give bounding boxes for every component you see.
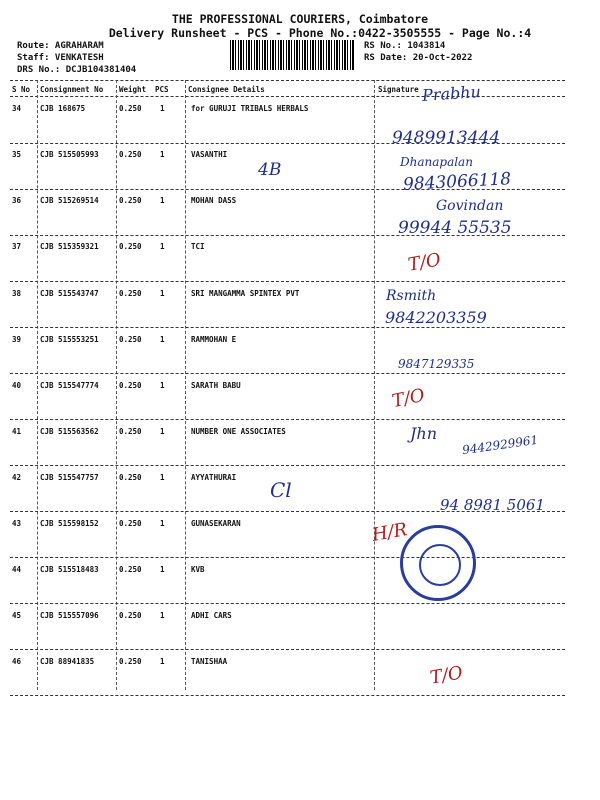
- row-sno: 39: [12, 335, 22, 344]
- row-pcs: 1: [160, 657, 165, 666]
- drs-label: DRS No.: DCJB104381404: [17, 65, 137, 75]
- row-consignee: for GURUJI TRIBALS HERBALS: [191, 104, 309, 113]
- handwritten-signature: Govindan: [436, 198, 504, 214]
- row-consignee: SRI MANGAMMA SPINTEX PVT: [191, 289, 300, 298]
- row-sno: 35: [12, 150, 22, 159]
- handwritten-signature: Dhanapalan: [400, 155, 473, 169]
- handwritten-signature: Rsmith: [386, 288, 437, 304]
- row-divider: [10, 373, 565, 374]
- table-row: [0, 565, 600, 611]
- row-pcs: 1: [160, 473, 165, 482]
- row-weight: 0.250: [119, 565, 142, 574]
- row-consignment: CJB 515547774: [40, 381, 99, 390]
- handwritten-phone: 9842203359: [385, 308, 487, 327]
- row-sno: 42: [12, 473, 22, 482]
- divider: [10, 80, 565, 81]
- col-pcs: PCS: [155, 85, 169, 94]
- row-consignment: CJB 515553251: [40, 335, 99, 344]
- handwritten-note: H/R: [370, 519, 409, 546]
- row-sno: 41: [12, 427, 22, 436]
- handwritten-note: 4B: [258, 160, 282, 180]
- row-consignment: CJB 515563562: [40, 427, 99, 436]
- rs-number: RS No.: 1043814: [364, 41, 446, 51]
- row-divider: [10, 649, 565, 650]
- row-sno: 40: [12, 381, 22, 390]
- row-consignee: AYYATHURAI: [191, 473, 237, 482]
- row-consignment: CJB 515598152: [40, 519, 99, 528]
- staff-label: Staff: VENKATESH: [17, 53, 104, 63]
- row-pcs: 1: [160, 150, 165, 159]
- row-sno: 46: [12, 657, 22, 666]
- row-divider: [10, 695, 565, 696]
- row-weight: 0.250: [119, 519, 142, 528]
- handwritten-signature: Jhn: [410, 424, 438, 443]
- runsheet-subtitle: Delivery Runsheet - PCS - Phone No.:0422-3505555 - Page No.:4: [108, 26, 532, 40]
- row-consignee: VASANTHI: [191, 150, 228, 159]
- divider: [10, 96, 565, 97]
- row-consignee: SARATH BABU: [191, 381, 241, 390]
- bank-seal-inner: [419, 544, 461, 586]
- handwritten-phone: 9847129335: [398, 357, 475, 371]
- row-consignee: TCI: [191, 242, 205, 251]
- table-row: [0, 289, 600, 335]
- row-pcs: 1: [160, 519, 165, 528]
- handwritten-note: T/O: [390, 384, 427, 413]
- row-pcs: 1: [160, 196, 165, 205]
- row-weight: 0.250: [119, 196, 142, 205]
- handwritten-phone: 9442929961: [461, 432, 539, 458]
- row-sno: 43: [12, 519, 22, 528]
- row-consignment: CJB 515547757: [40, 473, 99, 482]
- handwritten-note: T/O: [428, 662, 465, 689]
- row-consignment: CJB 88941835: [40, 657, 95, 666]
- row-weight: 0.250: [119, 381, 142, 390]
- row-pcs: 1: [160, 242, 165, 251]
- row-weight: 0.250: [119, 611, 142, 620]
- row-divider: [10, 465, 565, 466]
- row-weight: 0.250: [119, 150, 142, 159]
- handwritten-phone: 9843066118: [402, 169, 512, 195]
- row-consignment: CJB 515543747: [40, 289, 99, 298]
- row-sno: 34: [12, 104, 22, 113]
- row-sno: 44: [12, 565, 22, 574]
- bank-seal: [400, 525, 476, 601]
- runsheet-title: THE PROFESSIONAL COURIERS, Coimbatore: [171, 12, 429, 26]
- row-weight: 0.250: [119, 242, 142, 251]
- row-consignee: KVB: [191, 565, 205, 574]
- row-divider: [10, 327, 565, 328]
- table-row: [0, 381, 600, 427]
- row-divider: [10, 557, 565, 558]
- row-consignee: RAMMOHAN E: [191, 335, 237, 344]
- row-consignment: CJB 515359321: [40, 242, 99, 251]
- row-consignment: CJB 515557096: [40, 611, 99, 620]
- row-consignment: CJB 515518483: [40, 565, 99, 574]
- row-divider: [10, 281, 565, 282]
- row-consignment: CJB 515505993: [40, 150, 99, 159]
- row-consignee: NUMBER ONE ASSOCIATES: [191, 427, 286, 436]
- row-consignment: CJB 168675: [40, 104, 86, 113]
- col-signature: Signature: [378, 85, 419, 94]
- col-consignee: Consignee Details: [188, 85, 265, 94]
- row-weight: 0.250: [119, 335, 142, 344]
- handwritten-phone: 9489913444: [392, 128, 501, 148]
- col-consignment: Consignment No: [40, 85, 104, 94]
- handwritten-note: T/O: [406, 249, 443, 276]
- row-weight: 0.250: [119, 657, 142, 666]
- handwritten-phone: 99944 55535: [398, 218, 512, 238]
- row-pcs: 1: [160, 381, 165, 390]
- meta-right: [364, 40, 472, 64]
- meta-left: [17, 40, 136, 76]
- table-row: [0, 519, 600, 565]
- row-pcs: 1: [160, 565, 165, 574]
- row-consignee: MOHAN DASS: [191, 196, 237, 205]
- rs-date: RS Date: 20-Oct-2022: [364, 53, 473, 63]
- row-consignee: ADHI CARS: [191, 611, 232, 620]
- row-weight: 0.250: [119, 289, 142, 298]
- col-weight: Weight: [119, 85, 147, 94]
- row-weight: 0.250: [119, 427, 142, 436]
- table-row: [0, 335, 600, 381]
- row-pcs: 1: [160, 611, 165, 620]
- row-pcs: 1: [160, 104, 165, 113]
- table-row: [0, 657, 600, 703]
- row-weight: 0.250: [119, 104, 142, 113]
- row-sno: 36: [12, 196, 22, 205]
- row-consignee: GUNASEKARAN: [191, 519, 241, 528]
- row-sno: 37: [12, 242, 22, 251]
- row-pcs: 1: [160, 335, 165, 344]
- table-row: [0, 611, 600, 657]
- handwritten-phone: 94 8981 5061: [440, 496, 545, 514]
- row-weight: 0.250: [119, 473, 142, 482]
- row-divider: [10, 603, 565, 604]
- row-consignment: CJB 515269514: [40, 196, 99, 205]
- route-label: Route: AGRAHARAM: [17, 41, 104, 51]
- row-sno: 45: [12, 611, 22, 620]
- row-pcs: 1: [160, 289, 165, 298]
- handwritten-signature: Prabhu: [421, 81, 482, 106]
- handwritten-note: Cl: [270, 478, 292, 502]
- row-divider: [10, 419, 565, 420]
- row-pcs: 1: [160, 427, 165, 436]
- barcode: [230, 40, 355, 70]
- row-consignee: TANISHAA: [191, 657, 228, 666]
- row-sno: 38: [12, 289, 22, 298]
- col-sno: S No: [12, 85, 31, 94]
